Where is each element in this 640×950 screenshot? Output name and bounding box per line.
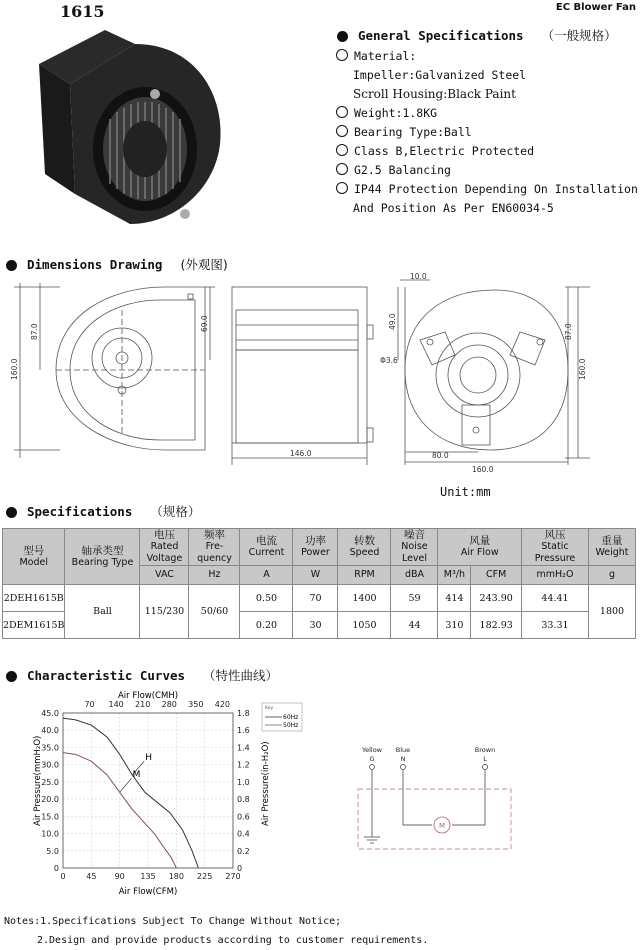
general-spec-list	[336, 47, 638, 218]
x-tick-label: 225	[197, 872, 213, 881]
th-voltage: 电压 Rated Voltage	[140, 529, 189, 566]
dim-160: 160.0	[10, 358, 19, 380]
dim-160c: 160.0	[472, 465, 494, 474]
y2-tick-label: 0.4	[237, 829, 250, 839]
performance-chart	[0, 686, 320, 904]
y2-tick-label: 1.4	[237, 743, 250, 753]
unit-current: A	[240, 566, 293, 585]
y2-tick-label: 0	[237, 864, 243, 873]
series-label-m: M	[132, 770, 141, 781]
cell-current: 0.50	[240, 585, 293, 612]
unit-speed: RPM	[338, 566, 391, 585]
brand-label: EC Blower Fan	[555, 2, 636, 13]
top-tick-label: 210	[135, 700, 151, 709]
y-tick-label: 0	[53, 864, 59, 873]
y2-tick-label: 0.8	[237, 795, 250, 805]
wiring-diagram	[350, 740, 525, 860]
spec-item-weight: Weight:1.8KG	[336, 104, 638, 123]
cell-freq: 50/60	[189, 585, 240, 639]
spec-item-ip44-cont: And Position As Per EN60034-5	[353, 201, 554, 215]
general-spec-title: General Specifications （一般规格）	[337, 26, 617, 44]
note-1: Notes:1.Specifications Subject To Change Without Notice;	[4, 916, 342, 927]
motor-label: M	[438, 822, 446, 830]
unit-noise: dBA	[391, 566, 438, 585]
bottom-xlabel: Air Flow(CFM)	[118, 887, 178, 897]
curves-title: Characteristic Curves （特性曲线）	[6, 666, 278, 684]
top-tick-label: 70	[84, 700, 95, 709]
spec-item-bearing: Bearing Type:Ball	[336, 123, 638, 142]
cell-flow-m3h: 414	[438, 585, 471, 612]
cell-weight: 1800	[589, 585, 636, 639]
cell-current: 0.20	[240, 612, 293, 639]
dim-87b: 87.0	[564, 323, 573, 340]
unit-voltage: VAC	[140, 566, 189, 585]
model-number: 1615	[60, 2, 105, 21]
th-freq: 频率 Fre-quency	[189, 529, 240, 566]
legend-50hz: 50Hz	[283, 722, 299, 729]
dim-phi36: Φ3.6	[380, 356, 398, 365]
th-weight: 重量 Weight	[589, 529, 636, 566]
y-tick-label: 35.0	[41, 743, 59, 753]
circle-icon	[336, 49, 348, 61]
circle-icon	[336, 163, 348, 175]
cell-noise: 59	[391, 585, 438, 612]
cell-speed: 1050	[338, 612, 391, 639]
th-speed: 转数 Speed	[338, 529, 391, 566]
specifications-title: Specifications （规格）	[6, 502, 200, 520]
cell-power: 70	[293, 585, 338, 612]
unit-label: Unit:mm	[440, 485, 491, 499]
x-tick-label: 270	[225, 872, 241, 881]
y2-tick-label: 1.2	[237, 760, 250, 770]
unit-power: W	[293, 566, 338, 585]
y-label: Air Pressure(mmH₂O)	[33, 735, 43, 826]
top-xlabel: Air Flow(CMH)	[117, 691, 179, 701]
y2-tick-label: 0.6	[237, 812, 250, 822]
cell-speed: 1400	[338, 585, 391, 612]
dimensions-drawing	[0, 270, 640, 480]
legend-title: Key	[265, 706, 274, 711]
wire-blue-label: Blue	[395, 746, 411, 754]
th-power: 功率 Power	[293, 529, 338, 566]
th-noise: 噪音 Noise Level	[391, 529, 438, 566]
fan-photo	[25, 24, 235, 234]
y-tick-label: 15.0	[41, 812, 59, 822]
y2-tick-label: 0.2	[237, 846, 250, 856]
spec-item-ip44: IP44 Protection Depending On Installation	[336, 180, 638, 199]
cell-bearing: Ball	[65, 585, 140, 639]
x-tick-label: 135	[140, 872, 156, 881]
y-tick-label: 25.0	[41, 777, 59, 787]
wire-blue-pin: N	[400, 755, 406, 763]
y-tick-label: 30.0	[41, 760, 59, 770]
y-tick-label: 40.0	[41, 726, 59, 736]
dimensions-title: Dimensions Drawing (外观图)	[6, 255, 228, 273]
y2-tick-label: 1.0	[237, 777, 250, 787]
cell-flow-cfm: 243.90	[471, 585, 522, 612]
series-line-h	[63, 718, 198, 868]
th-model: 型号 Model	[3, 529, 65, 585]
dim-146: 146.0	[290, 449, 312, 458]
dim-69: 69.0	[200, 315, 209, 332]
cell-pressure: 33.31	[522, 612, 589, 639]
spec-item-material: Material:	[336, 47, 638, 66]
y2-label: Air Pressure(in-H₂O)	[261, 741, 271, 826]
cell-flow-m3h: 310	[438, 612, 471, 639]
spec-item-housing: Scroll Housing:Black Paint	[353, 87, 516, 101]
note-2: 2.Design and provide products according to customer requirements.	[37, 935, 429, 946]
spec-table	[2, 528, 636, 639]
unit-freq: Hz	[189, 566, 240, 585]
wire-brown-label: Brown	[474, 746, 496, 754]
top-tick-label: 420	[214, 700, 231, 709]
y2-tick-label: 1.8	[237, 709, 250, 718]
dim-80: 80.0	[432, 451, 449, 460]
y2-tick-label: 1.6	[237, 726, 250, 736]
spec-item-impeller: Impeller:Galvanized Steel	[353, 68, 527, 82]
series-pointer	[120, 778, 132, 792]
chart-legend	[262, 703, 302, 731]
unit-flow-m3h: M³/h	[438, 566, 471, 585]
y-tick-label: 5.0	[46, 846, 59, 856]
x-tick-label: 90	[114, 872, 125, 881]
top-tick-label: 280	[161, 700, 177, 709]
y-tick-label: 10.0	[41, 829, 59, 839]
cell-model: 2DEM1615B	[3, 612, 65, 639]
top-tick-label: 140	[108, 700, 124, 709]
bullet-icon	[337, 31, 348, 42]
spec-item-class: Class B,Electric Protected	[336, 142, 638, 161]
cell-pressure: 44.41	[522, 585, 589, 612]
y-tick-label: 20.0	[41, 795, 59, 805]
circle-icon	[336, 182, 348, 194]
bullet-icon	[6, 671, 17, 682]
dim-87: 87.0	[30, 323, 39, 340]
table-row	[3, 585, 636, 612]
wire-brown-pin: L	[483, 755, 487, 763]
legend-60hz: 60Hz	[283, 714, 299, 721]
dim-10: 10.0	[410, 272, 427, 281]
th-bearing: 轴承类型 Bearing Type	[65, 529, 140, 585]
cell-power: 30	[293, 612, 338, 639]
unit-weight: g	[589, 566, 636, 585]
cell-voltage: 115/230	[140, 585, 189, 639]
th-pressure: 风压 Static Pressure	[522, 529, 589, 566]
wire-yellow-pin: G	[369, 755, 375, 763]
notes	[4, 912, 428, 950]
x-tick-label: 0	[60, 872, 66, 881]
circle-icon	[336, 144, 348, 156]
wire-yellow-label: Yellow	[361, 746, 383, 754]
th-airflow: 风量 Air Flow	[438, 529, 522, 566]
cell-flow-cfm: 182.93	[471, 612, 522, 639]
th-current: 电流 Current	[240, 529, 293, 566]
series-label-h: H	[145, 753, 153, 763]
top-tick-label: 350	[188, 700, 204, 709]
cell-noise: 44	[391, 612, 438, 639]
dim-160b: 160.0	[578, 358, 587, 380]
bullet-icon	[6, 507, 17, 518]
x-tick-label: 45	[86, 872, 97, 881]
unit-pressure: mmH₂O	[522, 566, 589, 585]
dim-49: 49.0	[388, 313, 397, 330]
spec-item-balancing: G2.5 Balancing	[336, 161, 638, 180]
y-tick-label: 45.0	[41, 709, 59, 718]
x-tick-label: 180	[168, 872, 184, 881]
circle-icon	[336, 125, 348, 137]
unit-flow-cfm: CFM	[471, 566, 522, 585]
circle-icon	[336, 106, 348, 118]
cell-model: 2DEH1615B	[3, 585, 65, 612]
